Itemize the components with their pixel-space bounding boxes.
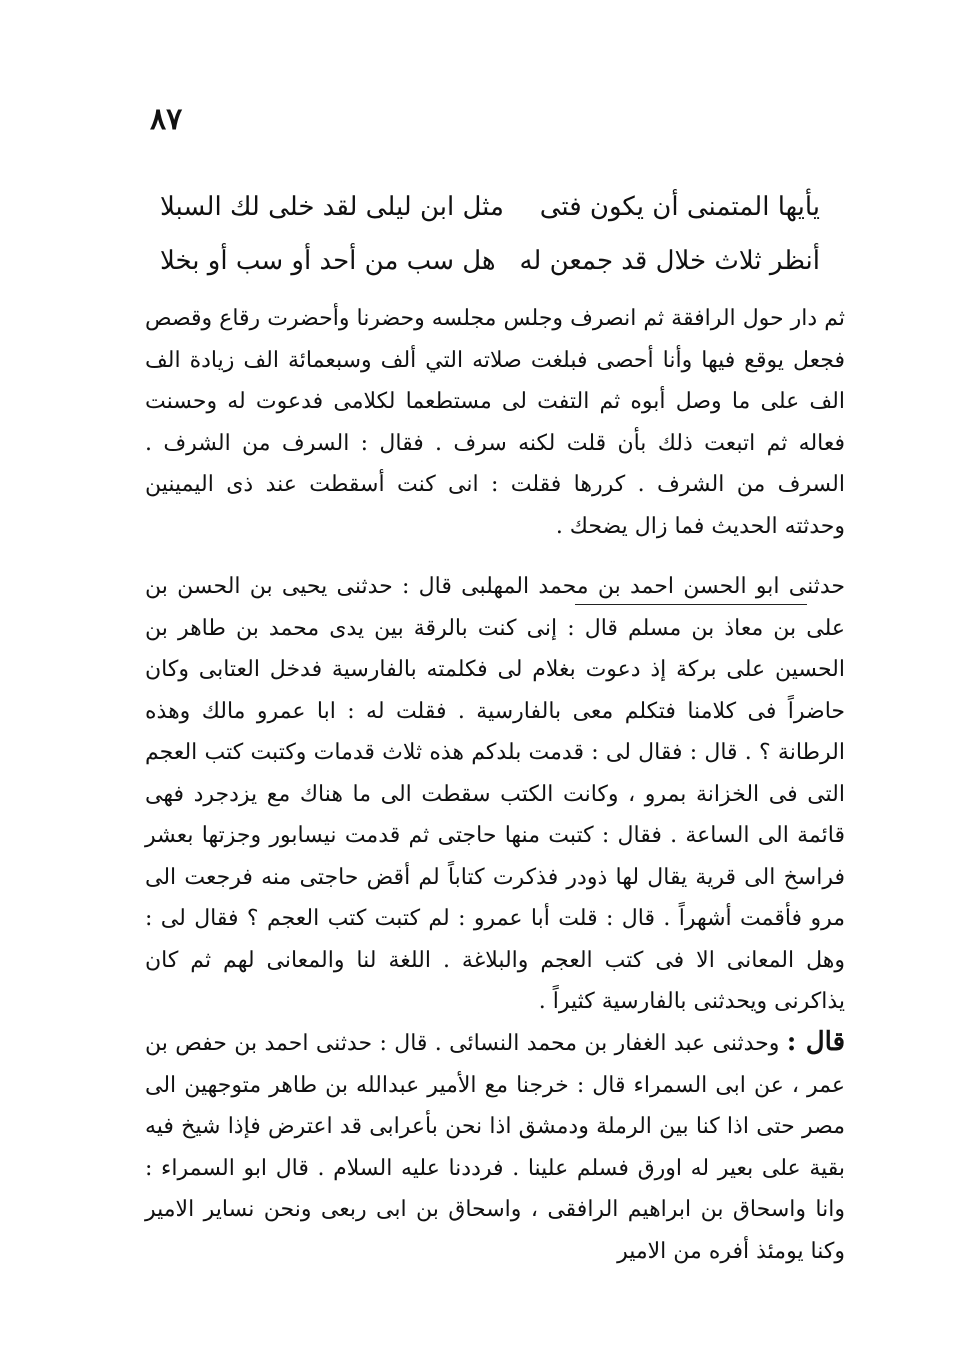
poem-verse bbox=[160, 182, 820, 232]
underline-rule bbox=[575, 604, 807, 605]
verse-hemistich-left: هل سب من أحد أو سب أو بخلا bbox=[160, 246, 496, 276]
paragraph: ثم دار حول الرافقة ثم انصرف وجلس مجلسه وحضرنا وأحضرت رقاع وقصص فجعل يوقع فيها وأنا أحصى فبلغت صلاته التي ألف وسبعمائة الف زيادة الف الف على ما وصل أبوه ثم التفت لى مستطعما لكلامى فدعوت له وحسنت فعاله ثم اتبعت ذلك بأن قلت لكنه سرف . فقال : السرف من الشرف . السرف من الشرف . كررها فقلت : انى كنت أسقطت عند ذى اليمينين وحدثته الحديث فما زال يضحك . bbox=[145, 306, 845, 539]
paragraph-lead: قال : bbox=[786, 1027, 846, 1057]
verse-hemistich-right: أنظر ثلاث خلال قد جمعن له bbox=[519, 246, 820, 276]
paragraph bbox=[145, 1022, 845, 1272]
poem-verse bbox=[160, 236, 820, 286]
verse-hemistich-right: يأيها المتمنى أن يكون فتى bbox=[539, 192, 820, 222]
page-number: ٨٧ bbox=[150, 102, 183, 137]
paragraph-body: وحدثنى عبد الغفار بن محمد النسائى . قال : حدثنى احمد بن حفص بن عمر ، عن ابى السمراء قال : خرجنا مع الأمير عبدالله بن طاهر متوجهين الى مصر حتى اذا كنا بين الرملة ودمشق اذا نحن بأعرابى قد اعترض فإذا شيخ فيه بقية على بعير له اورق فسلم علينا . فرددنا عليه السلام . قال ابو السمراء : وانا واسحاق بن ابراهيم الرافقى ، واسحاق بن ابى ربعى ونحن نساير الامير وكنا يومئذ أفره من الامير bbox=[145, 1031, 845, 1264]
paragraph: حدثنى ابو الحسن احمد بن محمد المهلبى قال : حدثنى يحيى بن الحسن بن على بن معاذ بن مسلم قال : إنى كنت بالرقة بين يدى محمد بن طاهر بن الحسين على بركة إذ دعوت بغلام لى فكلمته بالفارسية فدخل العتابى وكان حاضراً فى كلامنا فتكلم معى بالفارسية . فقلت له : ابا عمرو مالك وهذه الرطانة ؟ . قال : فقال لى : قدمت بلدكم هذه ثلاث قدمات وكتبت كتب العجم التى فى الخزانة بمرو ، وكانت الكتب سقطت الى ما هناك مع يزدجرد فهى قائمة الى الساعة . فقال : كتبت منها حاجتى ثم قدمت نيسابور وجزتها بعشر فراسخ الى قرية يقال لها ذودر فذكرت كتاباً لم أقض حاجتى منه فرجعت الى مرو فأقمت أشهراً . قال : قلت أبا عمرو : لم كتبت كتب العجم ؟ فقال لى : وهل المعانى الا فى كتب العجم والبلاغة . اللغة لنا والمعانى لهم ثم كان يذاكرنى ويحدثنى بالفارسية كثيراً . bbox=[145, 574, 845, 1014]
verse-hemistich-left: مثل ابن ليلى لقد خلى لك السبلا bbox=[160, 192, 504, 222]
